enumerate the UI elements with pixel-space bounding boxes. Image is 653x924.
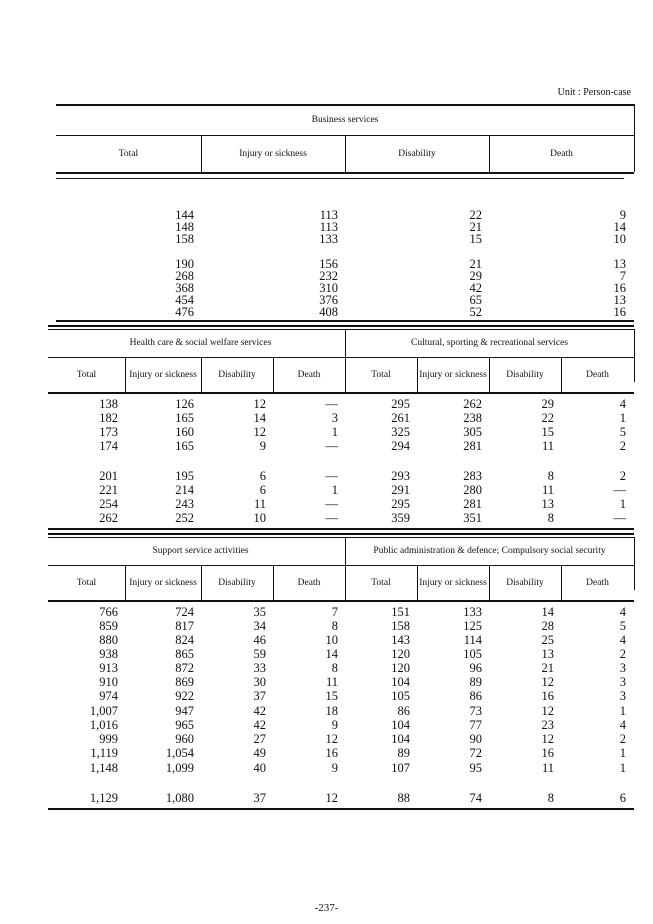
table-cell: 120 [391,647,410,661]
table-cell: 59 [253,647,266,661]
table-cell: 18 [325,704,338,718]
table-cell: 254 [99,497,118,511]
table-cell: 947 [175,704,194,718]
table-cell: 113 [319,220,338,234]
table-cell: 16 [613,305,626,319]
table-cell: 11 [325,675,338,689]
table-cell: 817 [175,619,194,633]
table-cell: 72 [469,746,482,760]
table-cell: 21 [469,257,482,271]
table-cell: 11 [541,439,554,453]
table-cell: 283 [463,469,482,483]
table-cell: 295 [391,497,410,511]
table-cell: 3 [619,661,626,675]
table-cell: 4 [619,718,626,732]
table-cell: 325 [391,425,410,439]
table-cell: 1,080 [165,791,194,805]
table-cell: 351 [463,511,482,525]
table-cell: 6 [259,483,266,497]
table-cell: 1 [619,746,626,760]
table-cell: 27 [253,732,266,746]
table-cell: 238 [463,411,482,425]
section-title: Business services [311,115,379,125]
table-cell: 368 [175,281,194,295]
table-cell: 25 [541,633,554,647]
table-cell: 12 [541,704,554,718]
table-cell: 113 [319,208,338,222]
table-cell: 3 [619,689,626,703]
table-cell: 74 [469,791,482,805]
table-cell: 8 [547,511,554,525]
table-edge [634,329,635,382]
table-cell: 14 [541,605,554,619]
table-cell: 252 [175,511,194,525]
table-cell: 16 [613,281,626,295]
column-header: Injury or sickness [419,369,487,380]
table-cell: 14 [613,220,626,234]
table-cell: 4 [619,605,626,619]
table-cell: 1,099 [165,761,194,775]
table-cell: 965 [175,718,194,732]
table-cell: 195 [175,469,194,483]
table-cell: 824 [175,633,194,647]
table-cell: 182 [99,411,118,425]
table-cell: 476 [175,305,194,319]
table-cell: 938 [99,647,118,661]
table-cell: 114 [463,633,482,647]
table-cell: 165 [175,439,194,453]
table-cell: 1,054 [165,746,194,760]
column-header: Injury or sickness [129,369,197,380]
table-cell: 138 [99,397,118,411]
table-cell: 359 [391,511,410,525]
table-cell: 77 [469,718,482,732]
table-cell: 104 [391,732,410,746]
table-cell: 133 [463,605,482,619]
header-shadow-rule [56,178,624,179]
table-cell: 1 [619,704,626,718]
table-cell: 6 [259,469,266,483]
table-cell: 2 [619,439,626,453]
page-number: -237- [314,902,339,914]
table-cell: 22 [541,411,554,425]
table-cell: 107 [391,761,410,775]
table-cell: 1 [619,497,626,511]
table-cell: 21 [469,220,482,234]
table-cell: 14 [325,647,338,661]
table-cell: 6 [619,791,626,805]
table-cell: 5 [619,619,626,633]
table-cell: 8 [331,619,338,633]
table-cell: 16 [541,746,554,760]
table-top-rule [48,325,634,327]
table-cell: 133 [319,232,338,246]
column-header: Total [76,577,97,588]
table-cell: 151 [391,605,410,619]
table-cell: 1,119 [90,746,118,760]
table-cell: 243 [175,497,194,511]
table-edge [634,537,635,590]
table-cell: 37 [253,689,266,703]
table-cell: 13 [613,257,626,271]
column-header: Disability [398,148,436,159]
table-cell: 37 [253,791,266,805]
table-cell: 11 [541,483,554,497]
table-cell: 104 [391,718,410,732]
table-cell: 8 [547,469,554,483]
table-cell: 11 [253,497,266,511]
table-cell: 30 [253,675,266,689]
column-header: Total [118,148,139,159]
table-cell: 86 [469,689,482,703]
table-cell: 7 [619,269,626,283]
table-cell: 281 [463,497,482,511]
table-cell: 143 [391,633,410,647]
table-cell: — [325,497,338,511]
table-cell: 148 [175,220,194,234]
table-cell: 3 [331,411,338,425]
column-header: Death [297,577,321,588]
table-cell: 104 [391,675,410,689]
table-cell: 190 [175,257,194,271]
table-cell: 5 [619,425,626,439]
table-bottom-rule [48,808,634,810]
table-cell: 158 [175,232,194,246]
table-cell: 281 [463,439,482,453]
table-cell: 869 [175,675,194,689]
header-bottom-rule [48,600,634,602]
table-cell: 40 [253,761,266,775]
table-cell: 268 [175,269,194,283]
table-cell: 872 [175,661,194,675]
column-header: Disability [506,577,544,588]
table-bottom-rule [56,320,634,322]
table-cell: 12 [541,675,554,689]
table-cell: 89 [397,746,410,760]
table-cell: 105 [463,647,482,661]
table-cell: 95 [469,761,482,775]
table-cell: 120 [391,661,410,675]
table-cell: 913 [99,661,118,675]
table-cell: 1,148 [89,761,118,775]
table-cell: 156 [319,257,338,271]
table-cell: 221 [99,483,118,497]
table-cell: 999 [99,732,118,746]
table-cell: 28 [541,619,554,633]
column-header: Total [371,577,391,588]
table-cell: 22 [469,208,482,222]
table-cell: 1,016 [89,718,118,732]
table-cell: 293 [391,469,410,483]
table-cell: 4 [619,397,626,411]
table-cell: 4 [619,633,626,647]
table-cell: 23 [541,718,554,732]
table-cell: 9 [331,718,338,732]
table-cell: 1 [619,761,626,775]
section-title: Support service activities [152,546,249,556]
table-cell: 9 [259,439,266,453]
table-cell: 29 [469,269,482,283]
table-cell: 12 [325,791,338,805]
table-cell: 90 [469,732,482,746]
table-cell: 33 [253,661,266,675]
table-cell: 974 [99,689,118,703]
table-cell: 960 [175,732,194,746]
table-cell: 158 [391,619,410,633]
table-cell: 10 [253,511,266,525]
column-header: Death [297,369,321,380]
table-cell: 3 [619,675,626,689]
table-cell: 766 [99,605,118,619]
table-cell: 96 [469,661,482,675]
table-cell: 13 [541,647,554,661]
table-cell: 34 [253,619,266,633]
table-cell: 173 [99,425,118,439]
table-cell: 454 [175,293,194,307]
table-cell: 144 [175,208,194,222]
table-cell: 280 [463,483,482,497]
column-header: Death [586,577,609,588]
table-cell: 922 [175,689,194,703]
table-cell: 49 [253,746,266,760]
table-cell: — [325,439,338,453]
table-cell: 201 [99,469,118,483]
table-cell: — [325,511,338,525]
table-cell: 35 [253,605,266,619]
table-cell: 65 [469,293,482,307]
table-cell: 2 [619,647,626,661]
table-cell: 15 [325,689,338,703]
table-cell: 10 [613,232,626,246]
table-cell: 262 [99,511,118,525]
column-header: Death [550,148,573,159]
table-cell: 105 [391,689,410,703]
table-cell: 408 [319,305,338,319]
table-cell: 305 [463,425,482,439]
table-cell: 1,129 [89,791,118,805]
table-cell: 9 [619,208,626,222]
table-cell: 291 [391,483,410,497]
section-title: Cultural, sporting & recreational services [411,338,568,348]
table-cell: 8 [331,661,338,675]
table-cell: 126 [175,397,194,411]
table-cell: 12 [253,425,266,439]
table-cell: 42 [253,704,266,718]
table-cell: 160 [175,425,194,439]
table-cell: 232 [319,269,338,283]
table-cell: — [325,397,338,411]
table-cell: 1 [331,425,338,439]
column-header: Injury or sickness [419,577,487,588]
column-header: Disability [506,369,544,380]
column-header: Injury or sickness [129,577,197,588]
table-cell: 214 [175,483,194,497]
table-cell: 42 [253,718,266,732]
table-top-rule [48,533,634,535]
table-cell: 2 [619,732,626,746]
table-cell: — [325,469,338,483]
table-cell: 910 [99,675,118,689]
table-cell: 310 [319,281,338,295]
table-cell: 21 [541,661,554,675]
table-cell: 13 [541,497,554,511]
table-cell: 12 [541,732,554,746]
table-edge [634,104,635,172]
table-cell: 46 [253,633,266,647]
table-cell: 15 [541,425,554,439]
table-cell: 29 [541,397,554,411]
column-header: Disability [218,577,256,588]
table-cell: 12 [325,732,338,746]
table-cell: 865 [175,647,194,661]
table-cell: 16 [325,746,338,760]
header-bottom-rule [48,392,634,394]
column-header: Total [76,369,97,380]
table-cell: 52 [469,305,482,319]
table-cell: 1 [331,483,338,497]
table-cell: 89 [469,675,482,689]
header-bottom-rule [56,172,634,174]
table-cell: — [613,483,626,497]
table-cell: 261 [391,411,410,425]
table-cell: 880 [99,633,118,647]
table-cell: 295 [391,397,410,411]
column-header: Disability [218,369,256,380]
table-cell: 7 [331,605,338,619]
table-cell: 88 [397,791,410,805]
table-cell: — [613,511,626,525]
table-cell: 174 [99,439,118,453]
column-header: Injury or sickness [239,148,307,159]
table-cell: 86 [397,704,410,718]
table-cell: 14 [253,411,266,425]
table-cell: 15 [469,232,482,246]
column-header: Death [586,369,609,380]
table-cell: 2 [619,469,626,483]
table-cell: 9 [331,761,338,775]
table-cell: 376 [319,293,338,307]
table-cell: 10 [325,633,338,647]
column-header: Total [371,369,391,380]
table-cell: 125 [463,619,482,633]
unit-label: Unit : Person-case [557,87,631,98]
table-cell: 294 [391,439,410,453]
table-cell: 13 [613,293,626,307]
table-cell: 165 [175,411,194,425]
table-cell: 1 [619,411,626,425]
table-cell: 42 [469,281,482,295]
table-cell: 73 [469,704,482,718]
table-cell: 1,007 [89,704,118,718]
table-cell: 8 [547,791,554,805]
section-title: Health care & social welfare services [129,338,272,348]
table-cell: 724 [175,605,194,619]
table-cell: 262 [463,397,482,411]
table-cell: 12 [253,397,266,411]
section-title: Public administration & defence; Compulsory social security [373,546,606,556]
table-cell: 11 [541,761,554,775]
table-cell: 16 [541,689,554,703]
table-bottom-rule [48,528,634,530]
table-cell: 859 [99,619,118,633]
